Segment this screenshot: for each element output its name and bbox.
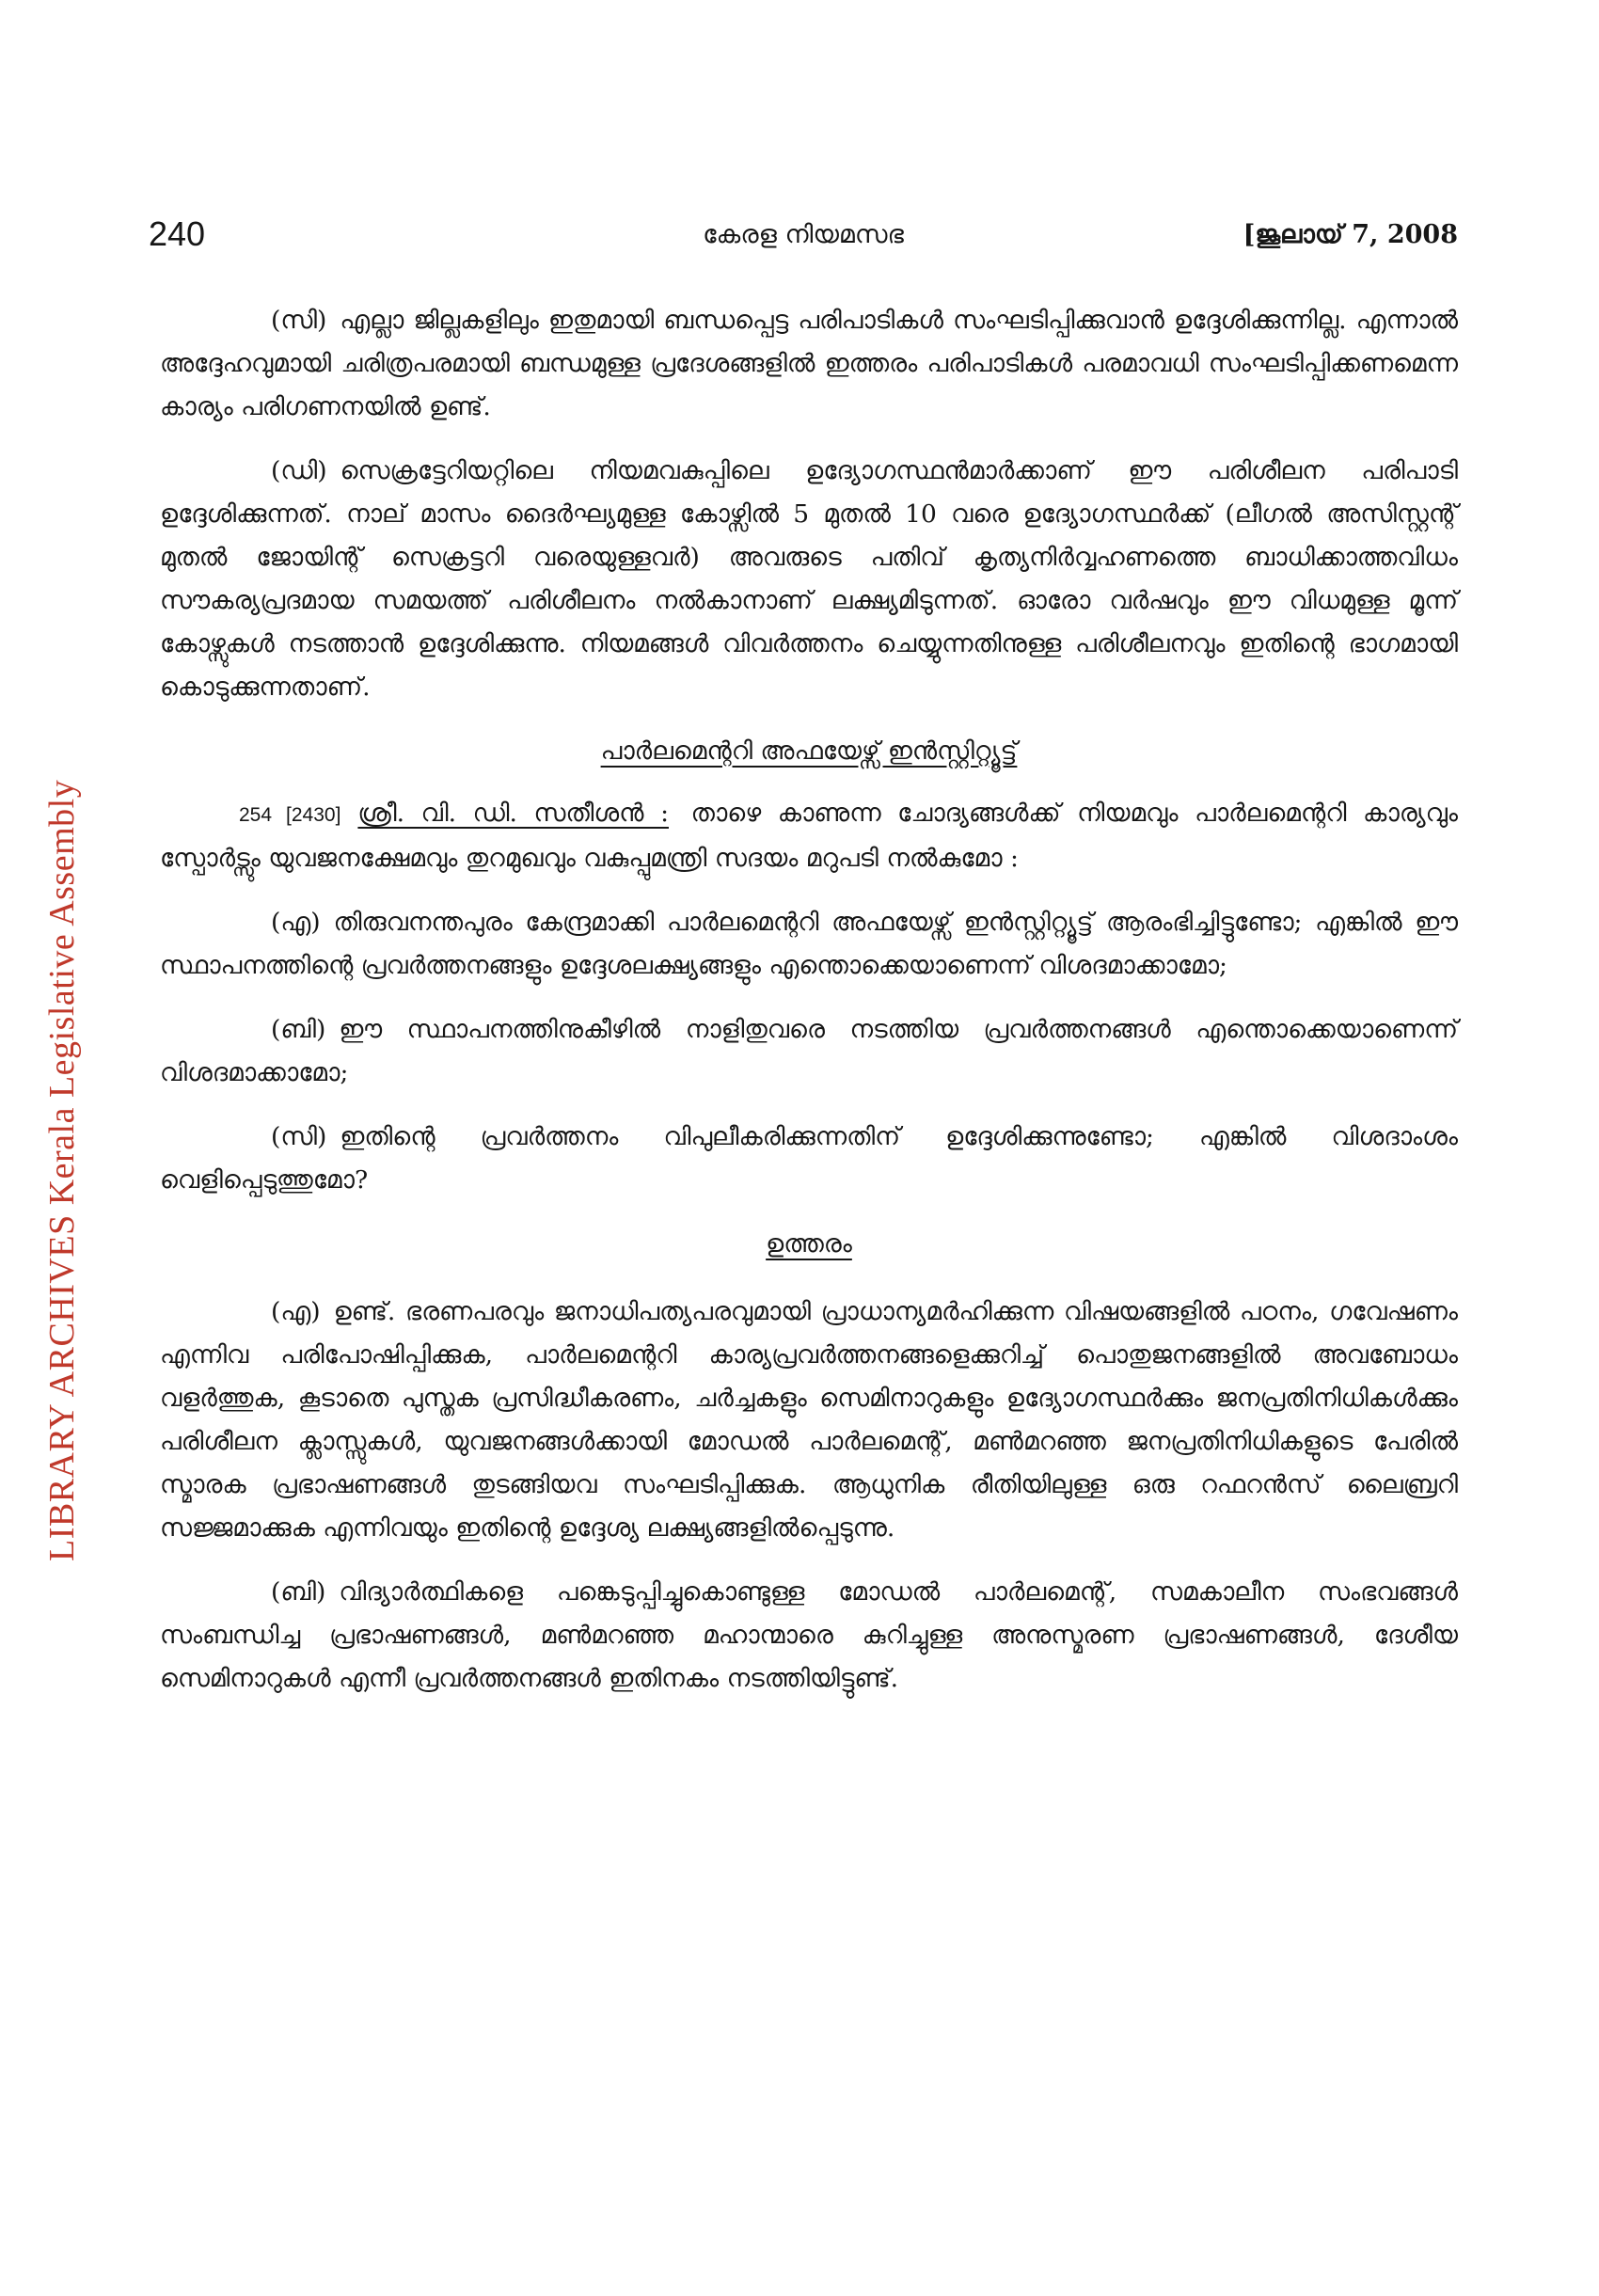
intro-paragraph-c	[160, 299, 1458, 429]
section-heading	[160, 730, 1458, 773]
document-body	[160, 299, 1458, 1721]
answer-item-a	[160, 1291, 1458, 1550]
page-number: 240	[149, 214, 206, 253]
watermark-text: LIBRARY ARCHIVES Kerala Legislative Assembly	[42, 779, 82, 1561]
answer-heading-text: ഉത്തരം	[766, 1229, 852, 1259]
item-mark: (എ)	[271, 1297, 321, 1326]
page-date: [ജൂലായ് 7, 2008	[1243, 220, 1458, 249]
paragraph-text: ഈ സ്ഥാപനത്തിനുകീഴിൽ നാളിതുവരെ നടത്തിയ പ്രവർത്തനങ്ങൾ എന്തൊക്കെയാണെന്ന് വിശദമാക്കാമോ;	[160, 1015, 1458, 1087]
intro-paragraph-d	[160, 450, 1458, 709]
item-mark: (ബി)	[271, 1577, 326, 1607]
item-mark: (ഡി)	[271, 456, 327, 485]
paragraph-text: സെക്രട്ടേറിയറ്റിലെ നിയമവകുപ്പിലെ ഉദ്യോഗസ്ഥൻമാർക്കാണ് ഈ പരിശീലന പരിപാടി ഉദ്ദേശിക്കുന്നത്. നാല് മാസം ദൈർഘ്യമുള്ള കോഴ്സിൽ 5 മുതൽ 10 വരെ ഉദ്യോഗസ്ഥർക്ക് (ലീഗൽ അസിസ്റ്റന്റ് മുതൽ ജോയിന്റ് സെക്രട്ടറി വരെയുള്ളവർ) അവരുടെ പതിവ് കൃത്യനിർവ്വഹണത്തെ ബാധിക്കാത്തവിധം സൗകര്യപ്രദമായ സമയത്ത് പരിശീലനം നൽകാനാണ് ലക്ഷ്യമിടുന്നത്. ഓരോ വർഷവും ഈ വിധമുള്ള മൂന്ന് കോഴ്സുകൾ നടത്താൻ ഉദ്ദേശിക്കുന്നു. നിയമങ്ങൾ വിവർത്തനം ചെയ്യുന്നതിനുള്ള പരിശീലനവും ഇതിന്റെ ഭാഗമായി കൊടുക്കുന്നതാണ്.	[160, 456, 1458, 702]
question-item-a	[160, 901, 1458, 988]
paragraph-text: ഇതിന്റെ പ്രവർത്തനം വിപുലീകരിക്കുന്നതിന് ഉദ്ദേശിക്കുന്നുണ്ടോ; എങ്കിൽ വിശദാംശം വെളിപ്പെടുത്തുമോ?	[160, 1122, 1458, 1195]
question-text: താഴെ കാണുന്ന ചോദ്യങ്ങൾക്ക് നിയമവും പാർലമെന്ററി കാര്യവും സ്പോർട്സും യുവജനക്ഷേമവും തുറമുഖവും വകുപ്പുമന്ത്രി സദയം മറുപടി നൽകുമോ :	[160, 799, 1458, 873]
answer-heading	[160, 1223, 1458, 1266]
question-number: 254 [2430]	[239, 804, 341, 826]
question-intro	[160, 792, 1458, 880]
page-header	[149, 214, 1458, 258]
item-mark: (സി)	[271, 1122, 327, 1151]
item-mark: (ബി)	[271, 1015, 326, 1044]
paragraph-text: വിദ്യാർത്ഥികളെ പങ്കെടുപ്പിച്ചുകൊണ്ടുള്ള മോഡൽ പാർലമെന്റ്, സമകാലീന സംഭവങ്ങൾ സംബന്ധിച്ച പ്രഭാഷണങ്ങൾ, മൺമറഞ്ഞ മഹാന്മാരെ കുറിച്ചുള്ള അനുസ്മരണ പ്രഭാഷണങ്ങൾ, ദേശീയ സെമിനാറുകൾ എന്നീ പ്രവർത്തനങ്ങൾ ഇതിനകം നടത്തിയിട്ടുണ്ട്.	[160, 1577, 1458, 1693]
paragraph-text: തിരുവനന്തപുരം കേന്ദ്രമാക്കി പാർലമെന്ററി അഫയേഴ്സ് ഇൻസ്റ്റിറ്റ്യൂട്ട് ആരംഭിച്ചിട്ടുണ്ടോ; എങ്കിൽ ഈ സ്ഥാപനത്തിന്റെ പ്രവർത്തനങ്ങളും ഉദ്ദേശലക്ഷ്യങ്ങളും എന്തൊക്കെയാണെന്ന് വിശദമാക്കാമോ;	[160, 908, 1458, 980]
section-heading-text: പാർലമെന്ററി അഫയേഴ്സ് ഇൻസ്റ്റിറ്റ്യൂട്ട്	[600, 736, 1018, 766]
item-mark: (സി)	[271, 306, 327, 335]
question-item-c	[160, 1116, 1458, 1202]
paragraph-text: ഉണ്ട്. ഭരണപരവും ജനാധിപത്യപരവുമായി പ്രാധാന്യമർഹിക്കുന്ന വിഷയങ്ങളിൽ പഠനം, ഗവേഷണം എന്നിവ പരിപോഷിപ്പിക്കുക, പാർലമെന്ററി കാര്യപ്രവർത്തനങ്ങളെക്കുറിച്ച് പൊതുജനങ്ങളിൽ അവബോധം വളർത്തുക, കൂടാതെ പുസ്തക പ്രസിദ്ധീകരണം, ചർച്ചകളും സെമിനാറുകളും ഉദ്യോഗസ്ഥർക്കും ജനപ്രതിനിധികൾക്കും പരിശീലന ക്ലാസ്സുകൾ, യുവജനങ്ങൾക്കായി മോഡൽ പാർലമെന്റ്, മൺമറഞ്ഞ ജനപ്രതിനിധികളുടെ പേരിൽ സ്മാരക പ്രഭാഷണങ്ങൾ തുടങ്ങിയവ സംഘടിപ്പിക്കുക. ആധുനിക രീതിയിലുള്ള ഒരു റഫറൻസ് ലൈബ്രറി സജ്ജമാക്കുക എന്നിവയും ഇതിന്റെ ഉദ്ദേശ്യ ലക്ഷ്യങ്ങളിൽപ്പെടുന്നു.	[160, 1297, 1458, 1543]
item-mark: (എ)	[271, 908, 321, 937]
question-item-b	[160, 1008, 1458, 1095]
answer-item-b	[160, 1571, 1458, 1701]
paragraph-text: എല്ലാ ജില്ലകളിലും ഇതുമായി ബന്ധപ്പെട്ട പരിപാടികൾ സംഘടിപ്പിക്കുവാൻ ഉദ്ദേശിക്കുന്നില്ല. എന്നാൽ അദ്ദേഹവുമായി ചരിത്രപരമായി ബന്ധമുള്ള പ്രദേശങ്ങളിൽ ഇത്തരം പരിപാടികൾ പരമാവധി സംഘടിപ്പിക്കണമെന്ന കാര്യം പരിഗണനയിൽ ഉണ്ട്.	[160, 306, 1458, 421]
member-name: ശ്രീ. വി. ഡി. സതീശൻ :	[357, 799, 669, 828]
page-title: കേരള നിയമസഭ	[703, 220, 904, 249]
